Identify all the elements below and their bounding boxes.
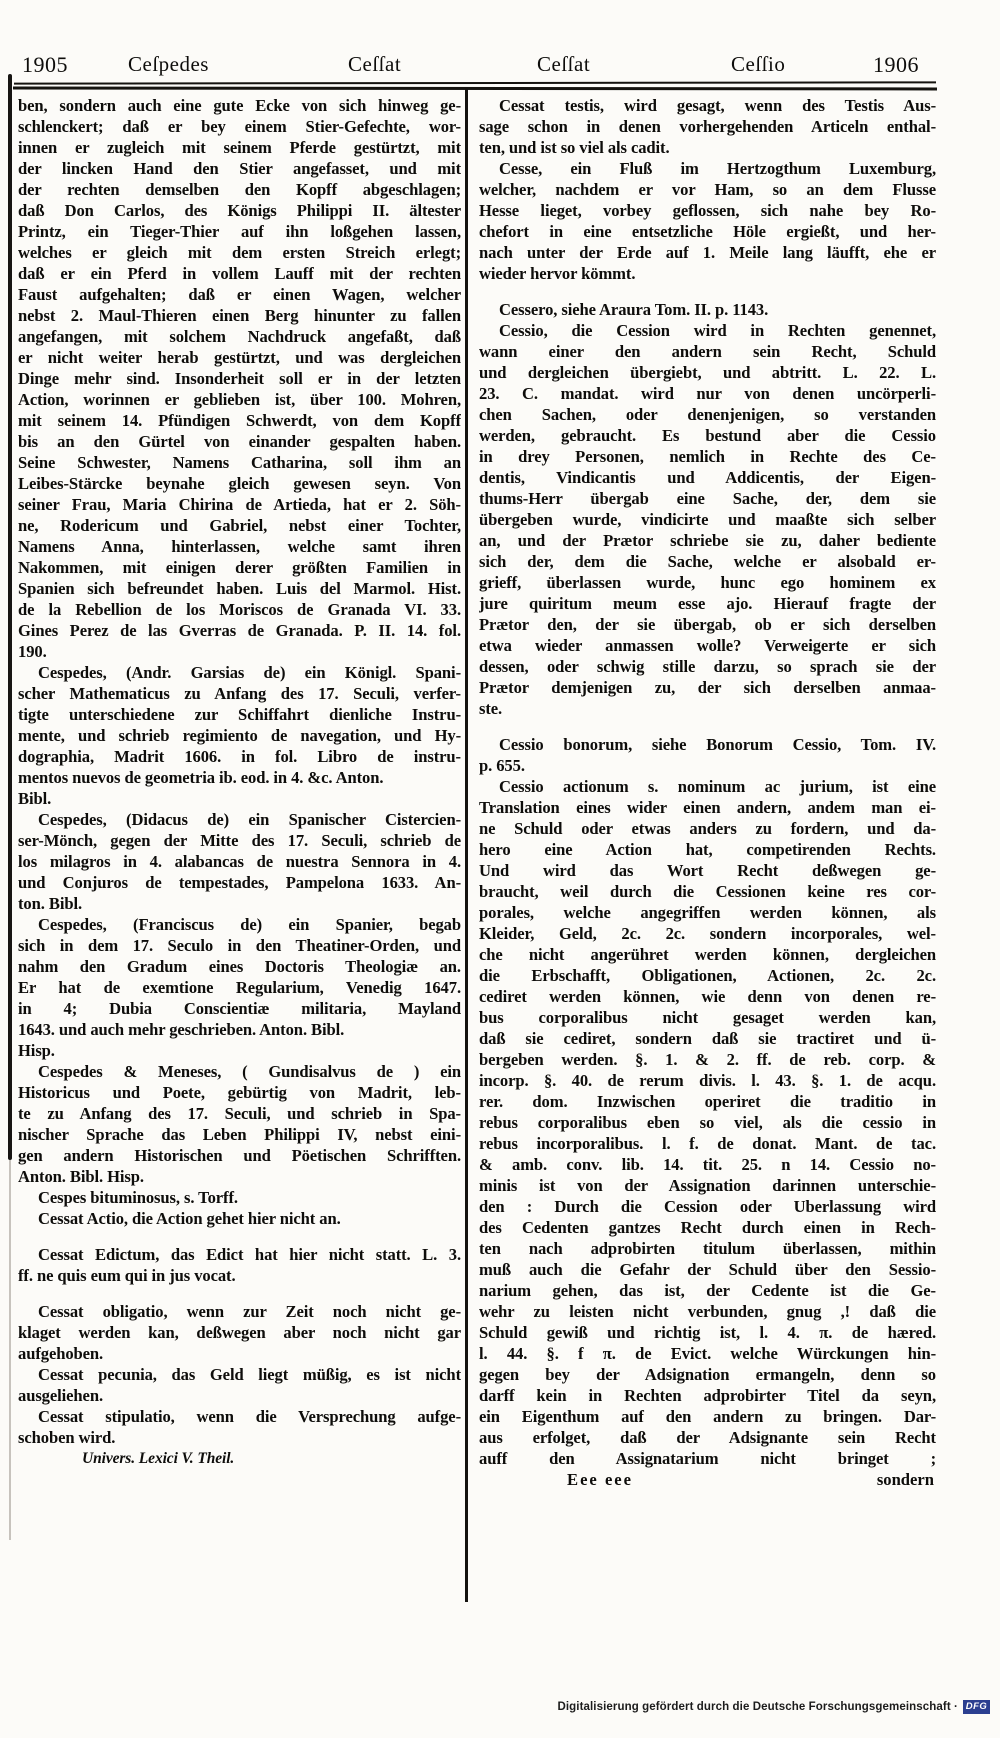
running-title-right-last: Ceſſio <box>731 52 786 76</box>
text-line: los milagros in 4. alabancas de nuestra Sennora in 4. <box>18 852 461 871</box>
text-line: muß auch die Gefahr der Schuld über den Sessio- <box>479 1260 936 1279</box>
text-line: aus erfolget, daß der Adsignante sein Recht <box>479 1428 936 1447</box>
text-line: angefangen, mit solchem Nachdruck angefaßt, daß <box>18 327 461 346</box>
text-line: Cespedes, (Didacus de) ein Spanischer Cistercien- <box>38 810 461 829</box>
text-line: und dergleichen übergiebt, und abtritt. L. 22. L. <box>479 363 936 382</box>
text-line: bergeben werden. §. 1. & 2. ff. de reb. corp. & <box>479 1050 936 1069</box>
text-line: Hesse lieget, vorbey geflossen, sich nahe bey Ro- <box>479 201 936 220</box>
text-line: de la Rebellion de los Moriscos de Granada VI. 33. <box>18 600 461 619</box>
text-line: ein Eigenthum auf den andern zu bringen. Dar- <box>479 1407 936 1426</box>
text-line: und Conjuros de tempestades, Pampelona 1633. An- <box>18 873 461 892</box>
text-line: Dinge mehr sind. Insonderheit soll er in der letzten <box>18 369 461 388</box>
text-line: werden, gebraucht. Es bestund aber die Cessio <box>479 426 936 445</box>
text-line: mit seinem 14. Pfündigen Schwerdt, von dem Kopff <box>18 411 461 430</box>
text-line: nischer Sprache das Leben Philippi IV, nebst eini- <box>18 1125 461 1144</box>
text-line: darff kein in Rechten adprobirter Titel da seyn, <box>479 1386 936 1405</box>
text-line: dographia, Madrit 1606. in fol. Libro de instru- <box>18 747 461 766</box>
text-line: innen er zugleich mit seinem Pferde gestürtzt, mit <box>18 138 461 157</box>
text-line: Cespedes, (Andr. Garsias de) ein Königl. Spani- <box>38 663 461 682</box>
text-line: er nicht weiter herab gestürtzt, und was dergleichen <box>18 348 461 367</box>
text-line: Kleider, Geld, 2c. 2c. sondern incorporales, wel- <box>479 924 936 943</box>
text-line: Prætor den, der sie übergab, ob er sich derselben <box>479 615 936 634</box>
text-line: ten nach adprobirten titulum überlassen, mithin <box>479 1239 936 1258</box>
text-line: incorp. §. 40. de rerum divis. l. 43. §. 1. de acqu. <box>479 1071 936 1090</box>
text-line: wieder hervor kömmt. <box>479 264 636 283</box>
header-rule-thick <box>13 87 937 91</box>
quire-signature: Eee eee <box>567 1470 634 1489</box>
text-line: grieff, überlassen wurde, hunc ego hominem ex <box>479 573 936 592</box>
running-title-left-first: Ceſpedes <box>128 52 209 76</box>
scan-edge-artifact-faint <box>9 1160 11 1540</box>
text-line: der lincken Hand den Stier angefasset, und mit <box>18 159 461 178</box>
text-line: Er hat de exemtione Regularium, Venedig 1647. <box>18 978 461 997</box>
text-line: schoben wird. <box>18 1428 116 1447</box>
dfg-logo: DFG <box>963 1700 990 1714</box>
text-line: te zu Anfang des 17. Seculi, und schrieb in Spa- <box>18 1104 461 1123</box>
scan-edge-artifact <box>8 74 12 1160</box>
text-line: narium gehen, das ist, der Cedente ist die Ge- <box>479 1281 936 1300</box>
text-line: bus corporalibus nicht gesaget werden kan, <box>479 1008 936 1027</box>
text-line: aufgehoben. <box>18 1344 104 1363</box>
text-line: den : Durch die Cession oder Uberlassung wird <box>479 1197 936 1216</box>
text-line: nebst 2. Maul-Thieren einen Berg hinunter zu fallen <box>18 306 461 325</box>
text-line: Cessio bonorum, siehe Bonorum Cessio, Tom. IV. <box>499 735 936 754</box>
text-line: scher Mathematicus zu Anfang des 17. Seculi, verfer- <box>18 684 461 703</box>
text-line: minis ist von der Assignation darinnen unterschie- <box>479 1176 936 1195</box>
text-line: hero eine Action hat, competirenden Rechts. <box>479 840 936 859</box>
text-line: welcher, nachdem er vor Ham, so an dem Flusse <box>479 180 936 199</box>
text-line: sage schon in denen vorhergehenden Articeln enthal- <box>479 117 936 136</box>
text-line: etwa wieder anmassen wolle? Verweigerte er sich <box>479 636 936 655</box>
text-line: Cessat Actio, die Action gehet hier nicht an. <box>38 1209 341 1228</box>
text-line: Cessat Edictum, das Edict hat hier nicht statt. L. 3. <box>38 1245 461 1264</box>
text-line: ff. ne quis eum qui in jus vocat. <box>18 1266 236 1285</box>
text-line: an, und der Prætor schriebe sie zu, daher bediente <box>479 531 936 550</box>
text-line: Univers. Lexici V. Theil. <box>82 1450 235 1467</box>
column-divider-rule <box>465 88 468 1602</box>
digitization-credit <box>557 1699 990 1714</box>
text-line: tigte unterschiedene zur Schiffahrt dienliche Instru- <box>18 705 461 724</box>
running-title-left-last: Ceſſat <box>348 52 402 76</box>
text-line: che nicht angerühret werden können, dergleichen <box>479 945 936 964</box>
text-line: Cessero, siehe Araura Tom. II. p. 1143. <box>499 300 769 319</box>
text-line: wann einer den andern sein Recht, Schuld <box>479 342 936 361</box>
text-line: 190. <box>18 642 47 661</box>
text-line: Bibl. <box>18 789 52 808</box>
page-number-right: 1906 <box>873 52 919 77</box>
text-line: porales, welche angegriffen werden können, als <box>479 903 936 922</box>
text-line: mente, und schrieb regimiento de navegation, und Hy- <box>18 726 461 745</box>
text-line: mentos nuevos de geometria ib. eod. in 4. &c. Anton. <box>18 768 384 787</box>
text-line: gen andern Historischen und Pöetischen Schrifften. <box>18 1146 461 1165</box>
text-line: Hisp. <box>18 1041 55 1060</box>
right-column <box>479 95 936 1490</box>
text-line: ste. <box>479 699 503 718</box>
text-line: des Cedenten gantzes Recht durch einen in Rech- <box>479 1218 936 1237</box>
left-column <box>18 95 461 1469</box>
text-line: Spanien sich befreundet haben. Luis del Marmol. Hist. <box>18 579 461 598</box>
text-line: nach unter der Erde auf 1. Meile lang läufft, ehe er <box>479 243 936 262</box>
text-line: Anton. Bibl. Hisp. <box>18 1167 144 1186</box>
text-line: chefort in eine entsetzliche Höle ergießt, und her- <box>479 222 936 241</box>
text-line: Action, worinnen er geblieben ist, über 100. Mohren, <box>18 390 461 409</box>
text-line: daß er ein Pferd in vollem Lauff mit der rechten <box>18 264 461 283</box>
right-column-lines <box>479 95 936 1469</box>
text-line: cediret werden können, wie denn von denen re- <box>479 987 936 1006</box>
text-line: ne Schuld oder etwas anders zu fordern, und da- <box>479 819 936 838</box>
text-line: chen Sachen, oder denenjenigen, so verstanden <box>479 405 936 424</box>
text-line: Leibes-Stärcke beynahe gleich gewesen seyn. Von <box>18 474 461 493</box>
text-line: Cesse, ein Fluß im Hertzogthum Luxemburg, <box>499 159 936 178</box>
text-line: Printz, ein Tieger-Thier auf ihn loßgehen lassen, <box>18 222 461 241</box>
text-line: daß sie cediret, sondern daß sie tractiret und ü- <box>479 1029 936 1048</box>
text-line: rebus incorporalibus. l. f. de donat. Mant. de tac. <box>479 1134 936 1153</box>
text-line: Cessat testis, wird gesagt, wenn des Testis Aus- <box>499 96 936 115</box>
text-line: klaget werden kan, deßwegen aber noch nicht gar <box>18 1323 461 1342</box>
text-line: 23. C. mandat. wird nur von denen uncörperli- <box>479 384 936 403</box>
text-line: & amb. conv. lib. 14. tit. 25. n 14. Cessio no- <box>479 1155 936 1174</box>
text-line: dessen, oder schwig stille darzu, so sprach sie der <box>479 657 936 676</box>
text-line: thums-Herr übergab eine Sache, der, dem sie <box>479 489 936 508</box>
text-line: Cespedes, (Franciscus de) ein Spanier, begab <box>38 915 461 934</box>
text-line: braucht, weil durch die Cessionen keine res cor- <box>479 882 936 901</box>
text-line: Seine Schwester, Namens Catharina, soll ihm an <box>18 453 461 472</box>
text-line: Und wird das Wort Recht deßwegen ge- <box>479 861 936 880</box>
catchword: sondern <box>876 1470 934 1489</box>
text-line: ben, sondern auch eine gute Ecke von sich hinweg ge- <box>18 96 461 115</box>
text-line: rebus corporalibus eben so viel, als die cessio in <box>479 1113 936 1132</box>
text-line: ton. Bibl. <box>18 894 83 913</box>
text-line: in 4; Dubia Conscientiæ militaria, Mayland <box>18 999 461 1018</box>
text-line: Cessat pecunia, das Geld liegt müßig, es ist nicht <box>38 1365 461 1384</box>
text-line: Prætor demjenigen zu, der sich derselben anmaa- <box>479 678 936 697</box>
text-line: Translation eines wider einen andern, andem man ei- <box>479 798 936 817</box>
header-rule-thin <box>14 81 936 84</box>
text-line: seiner Frau, Maria Chirina de Artieda, hat er 2. Söh- <box>18 495 461 514</box>
text-line: Cessat obligatio, wenn zur Zeit noch nicht ge- <box>38 1302 461 1321</box>
text-line: Cespes bituminosus, s. Torff. <box>38 1188 238 1207</box>
text-line: bis an den Gürtel von einander gespalten haben. <box>18 432 461 451</box>
signature-catchword-line <box>479 1469 936 1490</box>
text-line: Gines Perez de las Gverras de Granada. P. II. 14. fol. <box>18 621 461 640</box>
text-line: Cessio, die Cession wird in Rechten genennet, <box>499 321 936 340</box>
text-line: in drey Personen, nemlich in Rechte des Ce- <box>479 447 936 466</box>
text-line: daß Don Carlos, des Königs Philippi II. ältester <box>18 201 461 220</box>
text-line: der rechten demselben den Kopff abgeschlagen; <box>18 180 461 199</box>
text-line: 1643. und auch mehr geschrieben. Anton. Bibl. <box>18 1020 345 1039</box>
text-line: Historicus und Poete, gebürtig von Madrit, leb- <box>18 1083 461 1102</box>
text-line: die Erbschafft, Obligationen, Actionen, 2c. 2c. <box>479 966 936 985</box>
text-line: ne, Rodericum und Gabriel, nebst einer Tochter, <box>18 516 461 535</box>
text-line: übergeben wurde, vindicirte und maaßte sich selber <box>479 510 936 529</box>
text-line: sich der, dem die Sache, welche er alsobald er- <box>479 552 936 571</box>
text-line: jure quiritum meum esse ajo. Hierauf fragte der <box>479 594 936 613</box>
text-line: Schuld gewiß und richtig ist, l. 4. π. de hæred. <box>479 1323 936 1342</box>
running-title-right-first: Ceſſat <box>537 52 591 76</box>
text-line: Faust aufgehalten; daß er einen Wagen, welcher <box>18 285 461 304</box>
text-line: gegen bey der Adsignation ermangeln, denn so <box>479 1365 936 1384</box>
text-line: rer. dom. Inzwischen operiret die traditio in <box>479 1092 936 1111</box>
text-line: welches er gleich mit dem ersten Streich erlegt; <box>18 243 461 262</box>
page-header <box>0 52 1000 82</box>
text-line: nahm den Gradum eines Doctoris Theologiæ an. <box>18 957 461 976</box>
text-line: ser-Mönch, gegen der Mitte des 17. Seculi, schrieb de <box>18 831 461 850</box>
page-number-left: 1905 <box>22 52 68 77</box>
text-line: ausgeliehen. <box>18 1386 104 1405</box>
text-line: Cessat stipulatio, wenn die Versprechung aufge- <box>38 1407 461 1426</box>
text-line: wehr zu leisten nicht verbunden, gnug ,! daß die <box>479 1302 936 1321</box>
text-line: ten, und ist so viel als cadit. <box>479 138 670 157</box>
text-line: schlenckert; daß er bey einem Stier-Gefechte, wor- <box>18 117 461 136</box>
text-line: auff den Assignatarium nicht bringet ; <box>479 1449 936 1468</box>
text-line: Cessio actionum s. nominum ac jurium, ist eine <box>499 777 936 796</box>
text-line: p. 655. <box>479 756 525 775</box>
text-line: l. 44. §. f π. de Evict. welche Würckungen hin- <box>479 1344 936 1363</box>
text-line: Cespedes & Meneses, ( Gundisalvus de ) ein <box>38 1062 461 1081</box>
text-line: sich in dem 17. Seculo in den Theatiner-Orden, und <box>18 936 461 955</box>
text-line: Namens Anna, hinterlassen, welche samt ihren <box>18 537 461 556</box>
text-line: Nakommen, mit einigen derer größten Familien in <box>18 558 461 577</box>
text-line: dentis, Vindicantis und Addicentis, der Eigen- <box>479 468 936 487</box>
credit-text: Digitalisierung gefördert durch die Deutsche Forschungsgemeinschaft · <box>557 1700 958 1713</box>
